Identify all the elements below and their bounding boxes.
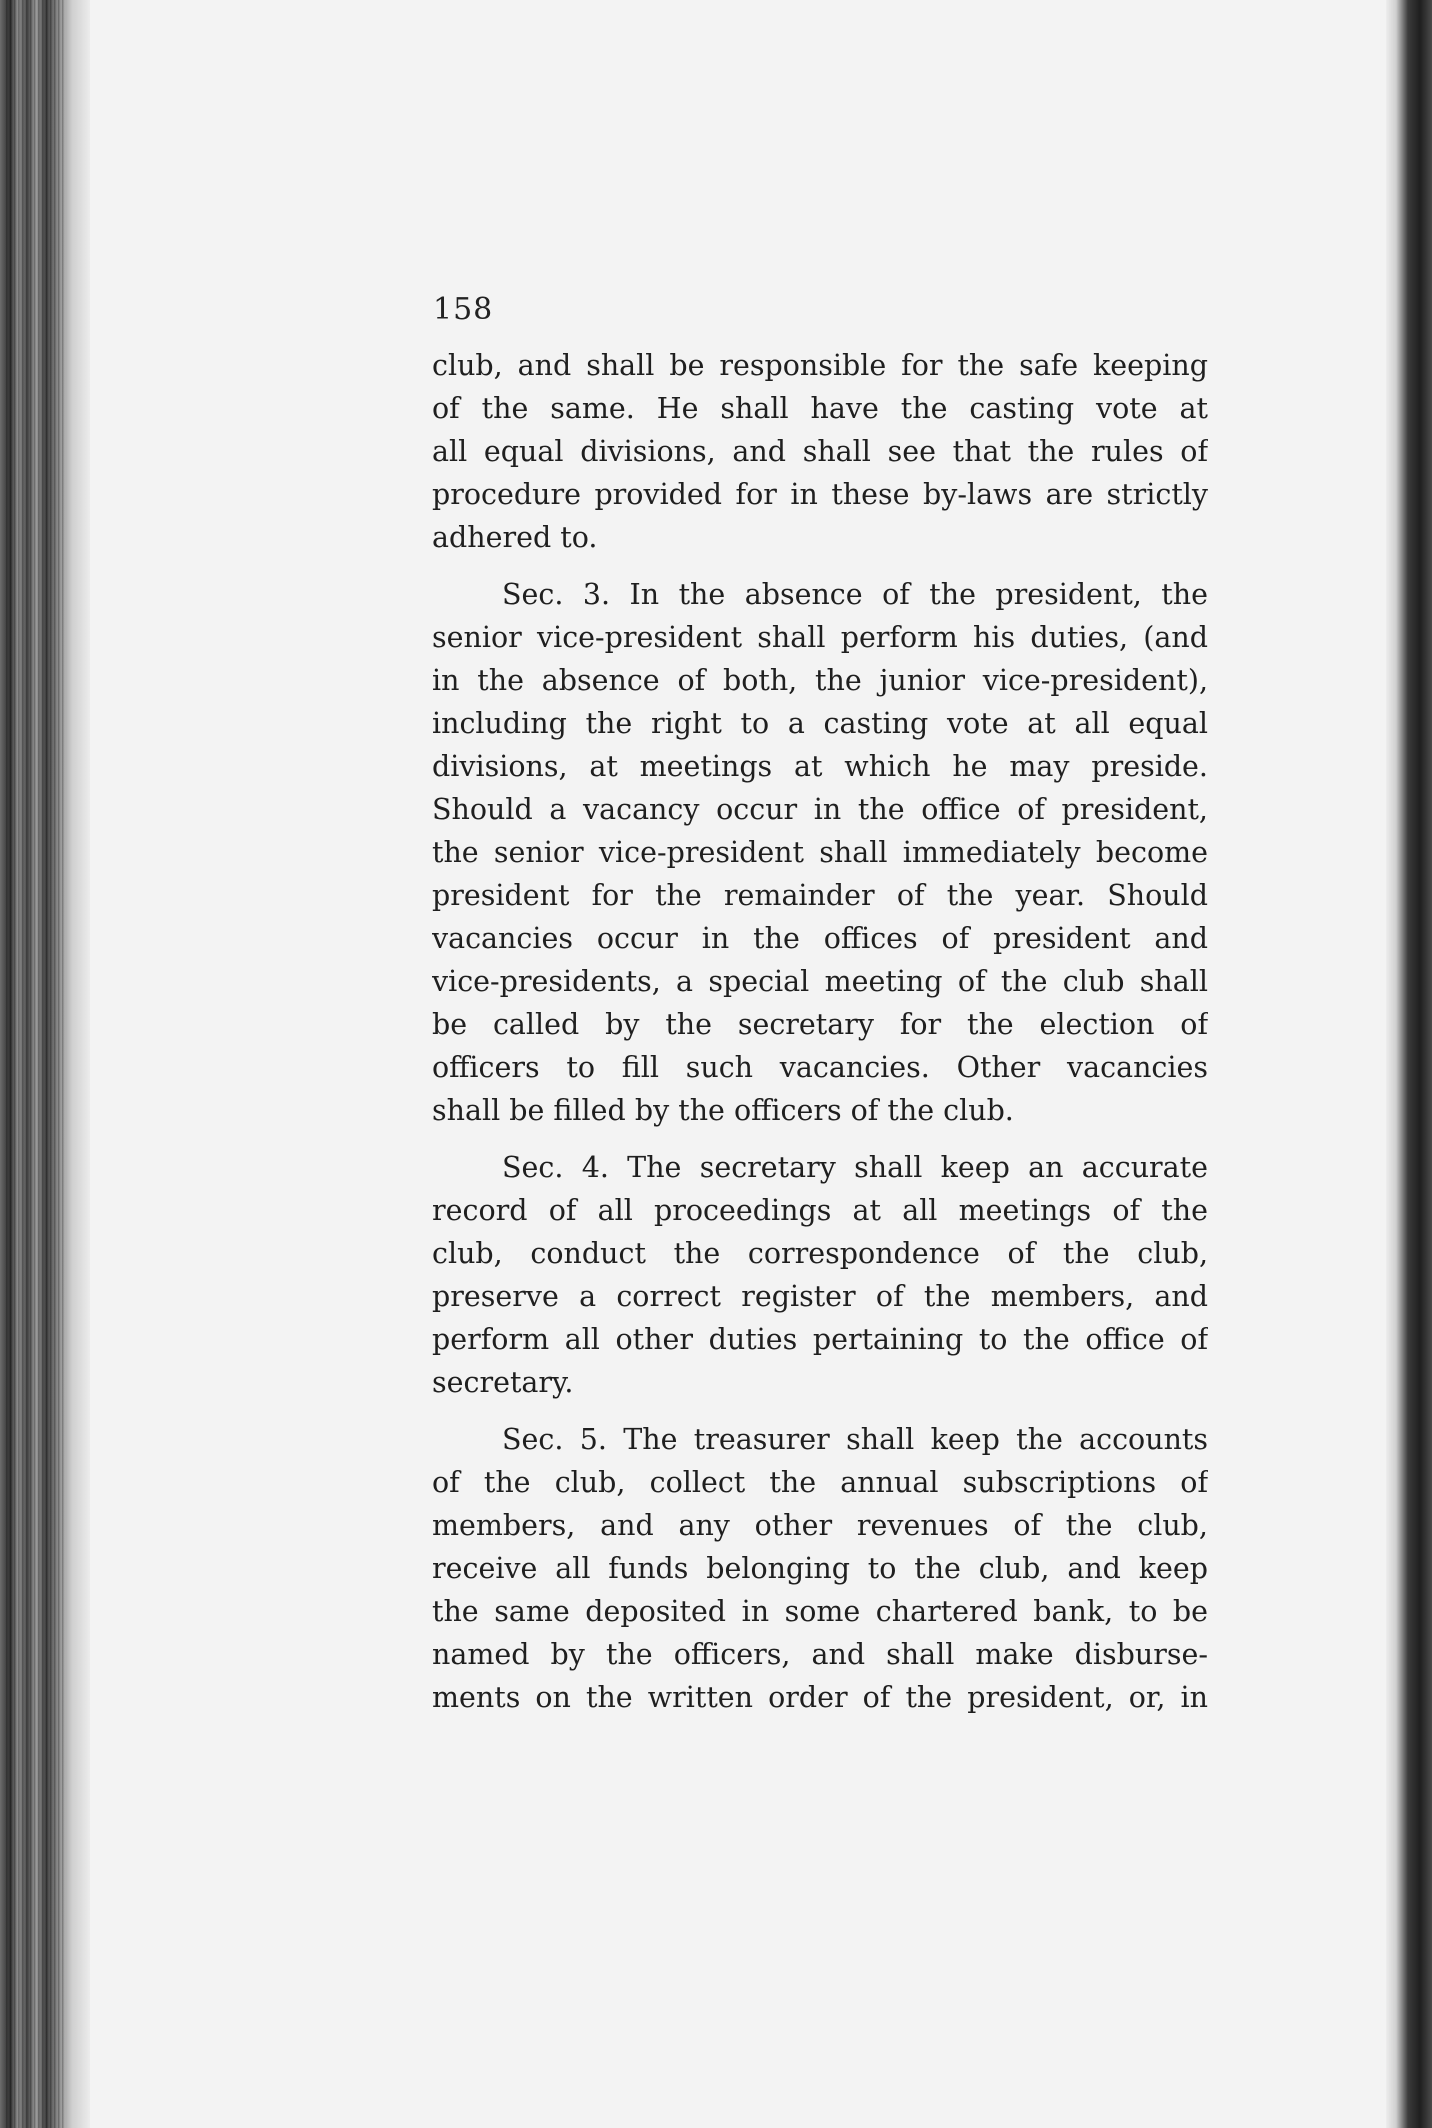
text-line: shall be filled by the officers of the club. <box>432 1094 1014 1127</box>
text-line: named by the officers, and shall make disburse- <box>432 1638 1208 1671</box>
text-line: divisions, at meetings at which he may preside. <box>432 750 1208 783</box>
text-line: of the club, collect the annual subscriptions of <box>432 1466 1208 1499</box>
text-line: perform all other duties pertaining to the office of <box>432 1323 1208 1356</box>
text-line: Sec. 3. In the absence of the president, the <box>502 578 1208 611</box>
text-line: president for the remainder of the year. Should <box>432 879 1208 912</box>
page-number: 158 <box>433 292 494 327</box>
text-line: Should a vacancy occur in the office of president, <box>432 793 1208 826</box>
text-line: be called by the secretary for the election of <box>432 1008 1208 1041</box>
text-line: members, and any other revenues of the club, <box>432 1509 1208 1542</box>
text-line: all equal divisions, and shall see that the rules of <box>432 435 1208 468</box>
text-line: the same deposited in some chartered bank, to be <box>432 1595 1208 1628</box>
text-line: secretary. <box>432 1366 574 1399</box>
text-line: including the right to a casting vote at all equal <box>432 707 1208 740</box>
paragraph-sec-4 <box>432 1146 1208 1404</box>
body-text <box>432 344 1208 1719</box>
text-line: in the absence of both, the junior vice-president), <box>432 664 1208 697</box>
text-line: adhered to. <box>432 521 598 554</box>
text-line: senior vice-president shall perform his duties, (and <box>432 621 1208 654</box>
text-line: receive all funds belonging to the club, and keep <box>432 1552 1208 1585</box>
text-line: club, conduct the correspondence of the club, <box>432 1237 1208 1270</box>
text-line: Sec. 5. The treasurer shall keep the accounts <box>502 1423 1208 1456</box>
paragraph-1 <box>432 344 1208 559</box>
text-line: Sec. 4. The secretary shall keep an accurate <box>502 1151 1208 1184</box>
text-line: of the same. He shall have the casting vote at <box>432 392 1208 425</box>
text-line: vacancies occur in the offices of president and <box>432 922 1208 955</box>
text-line: officers to fill such vacancies. Other vacancies <box>432 1051 1208 1084</box>
book-page-stack <box>6 0 66 2128</box>
paragraph-sec-3 <box>432 573 1208 1132</box>
text-line: preserve a correct register of the members, and <box>432 1280 1208 1313</box>
paragraph-sec-5 <box>432 1418 1208 1719</box>
text-line: procedure provided for in these by-laws are strictly <box>432 478 1208 511</box>
text-line: ments on the written order of the president, or, in <box>432 1681 1208 1714</box>
text-line: record of all proceedings at all meetings of the <box>432 1194 1208 1227</box>
text-line: club, and shall be responsible for the safe keeping <box>432 349 1208 382</box>
text-line: vice-presidents, a special meeting of the club shall <box>432 965 1208 998</box>
book-right-edge <box>1386 0 1432 2128</box>
text-line: the senior vice-president shall immediately become <box>432 836 1208 869</box>
